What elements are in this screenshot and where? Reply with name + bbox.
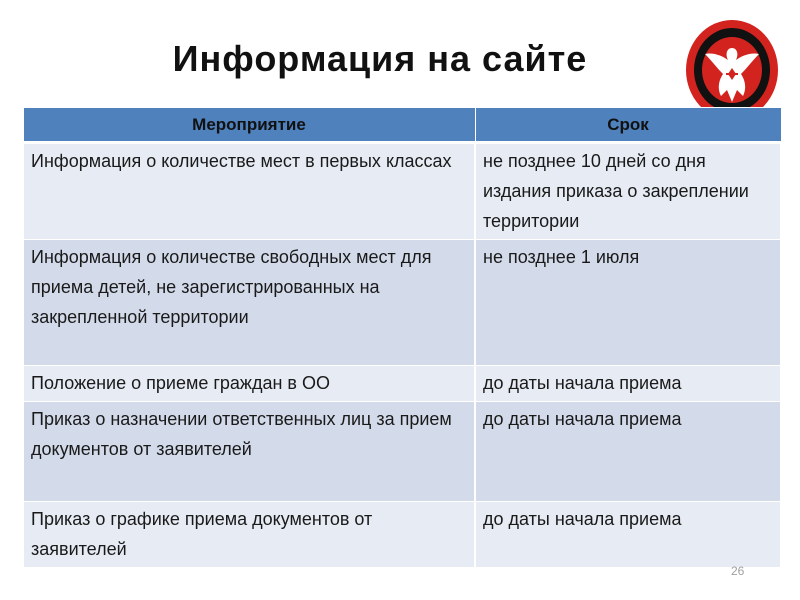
event-cell: Информация о количестве свободных мест для приема детей, не зарегистрированных на закрепленной территории (23, 240, 475, 366)
event-cell: Приказ о назначении ответственных лиц за прием документов от заявителей (23, 402, 475, 502)
table-row (23, 143, 781, 240)
header-deadline: Срок (475, 108, 781, 143)
header-event: Мероприятие (23, 108, 475, 143)
table-row (23, 402, 781, 502)
deadline-cell: до даты начала приема (475, 366, 781, 402)
deadline-cell: не позднее 10 дней со дня издания приказа о закреплении территории (475, 143, 781, 240)
event-cell: Информация о количестве мест в первых классах (23, 143, 475, 240)
deadline-cell: до даты начала приема (475, 402, 781, 502)
event-cell: Приказ о графике приема документов от заявителей (23, 502, 475, 568)
info-table (22, 107, 782, 568)
event-cell: Положение о приеме граждан в ОО (23, 366, 475, 402)
page-number: 26 (731, 564, 745, 578)
table-row (23, 240, 781, 366)
deadline-cell: не позднее 1 июля (475, 240, 781, 366)
table-row (23, 502, 781, 568)
deadline-cell: до даты начала приема (475, 502, 781, 568)
slide-title: Информация на сайте (172, 38, 588, 79)
table-row (23, 366, 781, 402)
table-header-row (23, 108, 781, 143)
